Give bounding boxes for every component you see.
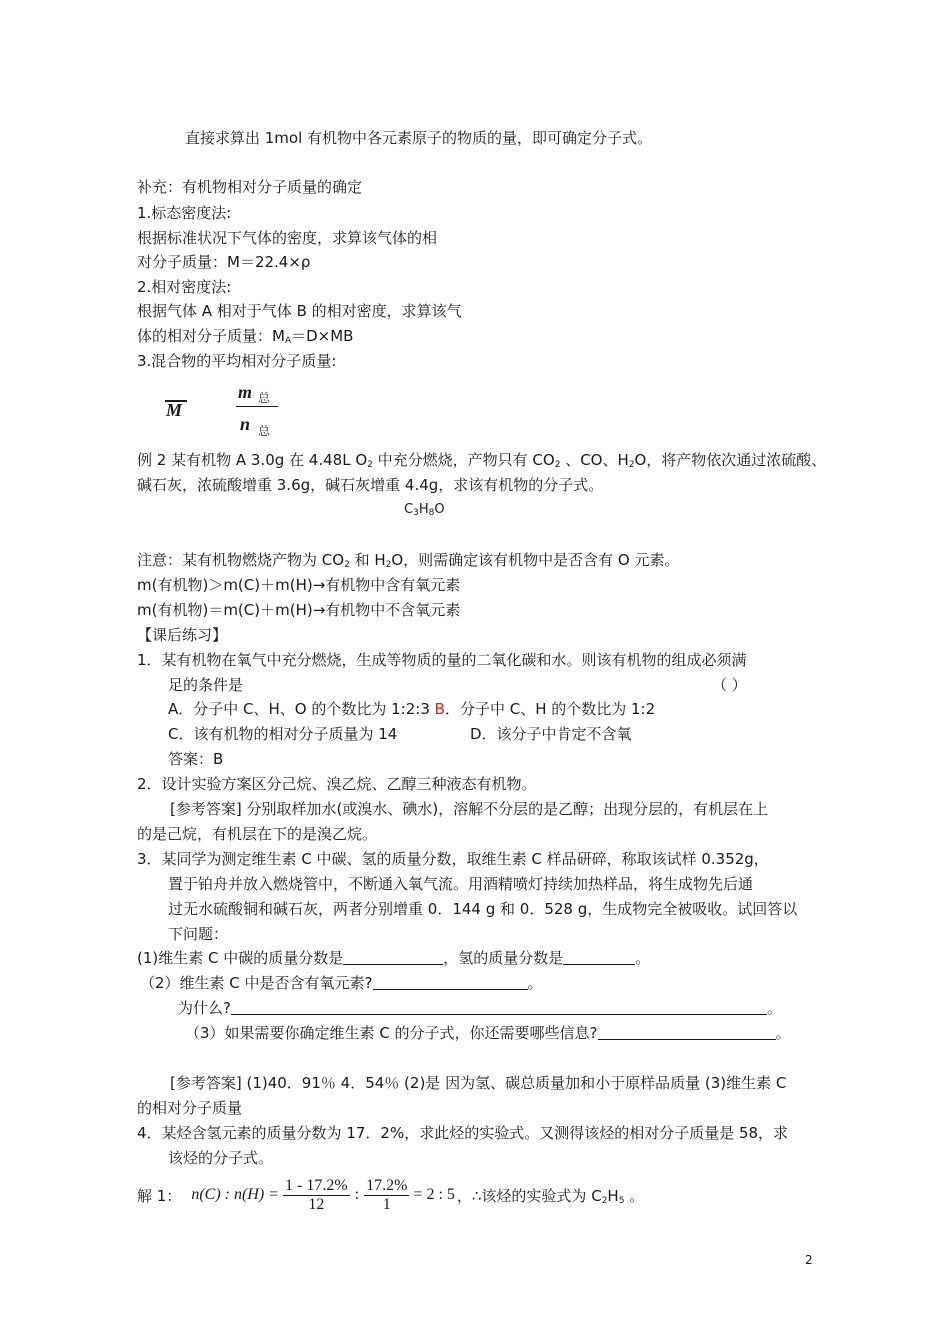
method2-title: 2.相对密度法:: [137, 278, 232, 296]
q3-sub1-text-b: ，氢的质量分数是: [443, 949, 564, 967]
q4-solution: [137, 1170, 644, 1220]
ex2-ans-sub2: 8: [428, 508, 435, 518]
ratio-colon: :: [354, 1186, 360, 1203]
q3-sub1: [137, 948, 650, 968]
q3-line1: 3．某同学为测定维生素 C 中碳、氢的质量分数，取维生素 C 样品研碎，称取该试样 0.352g，: [137, 850, 769, 868]
method2-line1: 根据气体 A 相对于气体 B 的相对密度，求算该气: [137, 302, 462, 320]
q1-option-b-letter: B: [434, 700, 445, 718]
carbon-fraction-blank[interactable]: [343, 948, 443, 965]
ex2-text-b: 中充分燃烧，产物只有 CO: [372, 451, 555, 469]
method1-line1: 根据标准状况下气体的密度，求算该气体的相: [137, 229, 438, 247]
avg-lhs-m: M: [166, 400, 183, 420]
q1-option-c: C．该有机物的相对分子质量为 14: [168, 725, 398, 743]
method2-text: 体的相对分子质量：M: [137, 327, 285, 345]
example2-line1: [137, 450, 826, 470]
reason-blank[interactable]: [231, 998, 767, 1015]
q1-options-ab: [168, 699, 655, 719]
q3-sub2-end: 。: [527, 974, 543, 992]
q3-sub2-why: [178, 998, 782, 1018]
avg-num-sub: 总: [258, 391, 271, 405]
fraction-hydrogen: [364, 1177, 409, 1214]
ex2-ans-h: H: [418, 502, 429, 517]
ex2-sub3: 2: [628, 460, 635, 470]
q3-why-text: 为什么?: [178, 999, 231, 1017]
q3-sub3: [185, 1023, 791, 1043]
tail-text: ，∴该烃的实验式为 C: [456, 1186, 602, 1205]
q3-sub2-text: （2）维生素 C 中是否含有氧元素?: [140, 974, 373, 992]
tail-sub1: 2: [601, 1195, 608, 1206]
note-sub1: 2: [344, 560, 350, 570]
q3-answer-line1: [参考答案] (1)40．91％ 4．54％ (2)是 因为氢、碳总质量加和小于原样品质量 (3)维生素 C: [170, 1074, 787, 1092]
note-text-c: O，则需确定该有机物中是否含有 O 元素。: [391, 551, 680, 569]
ex2-text-c: 、CO、H: [560, 451, 629, 469]
q3-line4: 下问题：: [168, 925, 229, 943]
tail-h: H: [607, 1186, 619, 1205]
q1-option-a: A．分子中 C、H、O 的个数比为 1:2:3: [168, 700, 430, 718]
q2-line2: [参考答案] 分别取样加水(或溴水、碘水)，溶解不分层的是乙醇；出现分层的，有机层在上: [170, 800, 769, 818]
q1-option-d: D．该分子中肯定不含氧: [470, 725, 632, 743]
supplement-title: 补充：有机物相对分子质量的确定: [137, 178, 363, 196]
method2-line2: [137, 326, 353, 346]
solution-label: 解 1：: [137, 1186, 182, 1205]
example2-answer: [404, 500, 445, 520]
ex2-sub2: 2: [554, 460, 561, 470]
example2-line2: 碱石灰，浓硫酸增重 3.6g，碱石灰增重 4.4g，求该有机物的分子式。: [137, 476, 604, 494]
practice-header: 【课后练习】: [137, 626, 228, 644]
oxygen-presence-blank[interactable]: [373, 973, 528, 990]
q3-sub2: [140, 973, 543, 993]
avg-fraction-bar: [236, 406, 278, 407]
method2-sub: A: [284, 336, 292, 346]
ratio-result: = 2 : 5: [413, 1186, 455, 1203]
q3-sub3-end: 。: [775, 1024, 791, 1042]
ex2-text-a: 例 2 某有机物 A 3.0g 在 4.48L O: [137, 451, 368, 469]
q1-answer: 答案：B: [168, 750, 224, 768]
note-text-a: 注意：某有机物燃烧产物为 CO: [137, 551, 345, 569]
method1-line2: 对分子质量：M＝22.4×ρ: [137, 253, 311, 271]
empirical-formula-text: [457, 1185, 644, 1206]
q1-answer-paren: （ ）: [712, 676, 747, 694]
fraction-carbon: [283, 1177, 350, 1214]
q1-option-b: ．分子中 C、H 的个数比为 1:2: [444, 700, 656, 718]
avg-den-sub: 总: [258, 424, 271, 438]
ex2-sub1: 2: [367, 460, 373, 470]
ex2-ans-sub1: 3: [413, 508, 419, 518]
extra-info-blank[interactable]: [598, 1023, 776, 1040]
tail-end: 。: [624, 1186, 645, 1205]
q1-line1: 1．某有机物在氧气中充分燃烧，生成等物质的量的二氧化碳和水。则该有机物的组成必须满: [137, 651, 747, 669]
q3-sub1-text: (1)维生素 C 中碳的质量分数是: [137, 949, 344, 967]
note-line1: [137, 550, 680, 570]
tail-sub2: 5: [618, 1195, 625, 1206]
hydrogen-fraction-blank[interactable]: [563, 948, 635, 965]
q3-sub3-text: （3）如果需要你确定维生素 C 的分子式，你还需要哪些信息?: [185, 1024, 598, 1042]
page-number: 2: [805, 1253, 813, 1267]
fraction-carbon-den: 12: [308, 1195, 325, 1213]
q3-line3: 过无水硫酸铜和碱石灰，两者分别增重 0．144 g 和 0．528 g，生成物完全被吸收。试回答以: [168, 900, 798, 918]
q1-line2: 足的条件是: [168, 676, 244, 694]
q4-line2: 该烃的分子式。: [168, 1149, 274, 1167]
avg-num-m: m: [238, 382, 253, 402]
fraction-hydrogen-num: 17.2%: [366, 1176, 408, 1194]
q2-line3: 的是己烷，有机层在下的是溴乙烷。: [137, 825, 378, 843]
note-sub2: 2: [385, 560, 392, 570]
method1-title: 1.标态密度法:: [137, 204, 232, 222]
intro-line: 直接求算出 1mol 有机物中各元素原子的物质的量，即可确定分子式。: [185, 129, 653, 147]
ex2-ans-o: O: [434, 502, 445, 517]
avg-den-n: n: [240, 414, 251, 434]
method2-text-end: ＝D×MB: [291, 327, 354, 345]
q2-line1: 2．设计实验方案区分己烷、溴乙烷、乙醇三种液态有机物。: [137, 775, 537, 793]
fraction-carbon-num: 1 - 17.2%: [284, 1176, 348, 1194]
q3-answer-line2: 的相对分子质量: [137, 1099, 243, 1117]
avg-mass-formula: [160, 378, 290, 440]
ex2-text-d: O，将产物依次通过浓硫酸、: [634, 451, 827, 469]
ratio-lhs: n(C) : n(H) =: [191, 1186, 279, 1203]
note-text-b: 和 H: [349, 551, 386, 569]
q3-sub1-end: 。: [635, 949, 651, 967]
q3-why-end: 。: [766, 999, 782, 1017]
ex2-ans-c: C: [404, 502, 414, 517]
fraction-hydrogen-den: 1: [382, 1195, 391, 1213]
q4-line1: 4．某烃含氢元素的质量分数为 17．2%，求此烃的实验式。又测得该烃的相对分子质量是 58，求: [137, 1124, 789, 1142]
note-line2: m(有机物)＞m(C)＋m(H)→有机物中含有氧元素: [137, 576, 461, 594]
q3-line2: 置于铂舟并放入燃烧管中，不断通入氧气流。用酒精喷灯持续加热样品，将生成物先后通: [168, 875, 754, 893]
note-line3: m(有机物)＝m(C)＋m(H)→有机物中不含氧元素: [137, 601, 461, 619]
method3-title: 3.混合物的平均相对分子质量:: [137, 352, 337, 370]
